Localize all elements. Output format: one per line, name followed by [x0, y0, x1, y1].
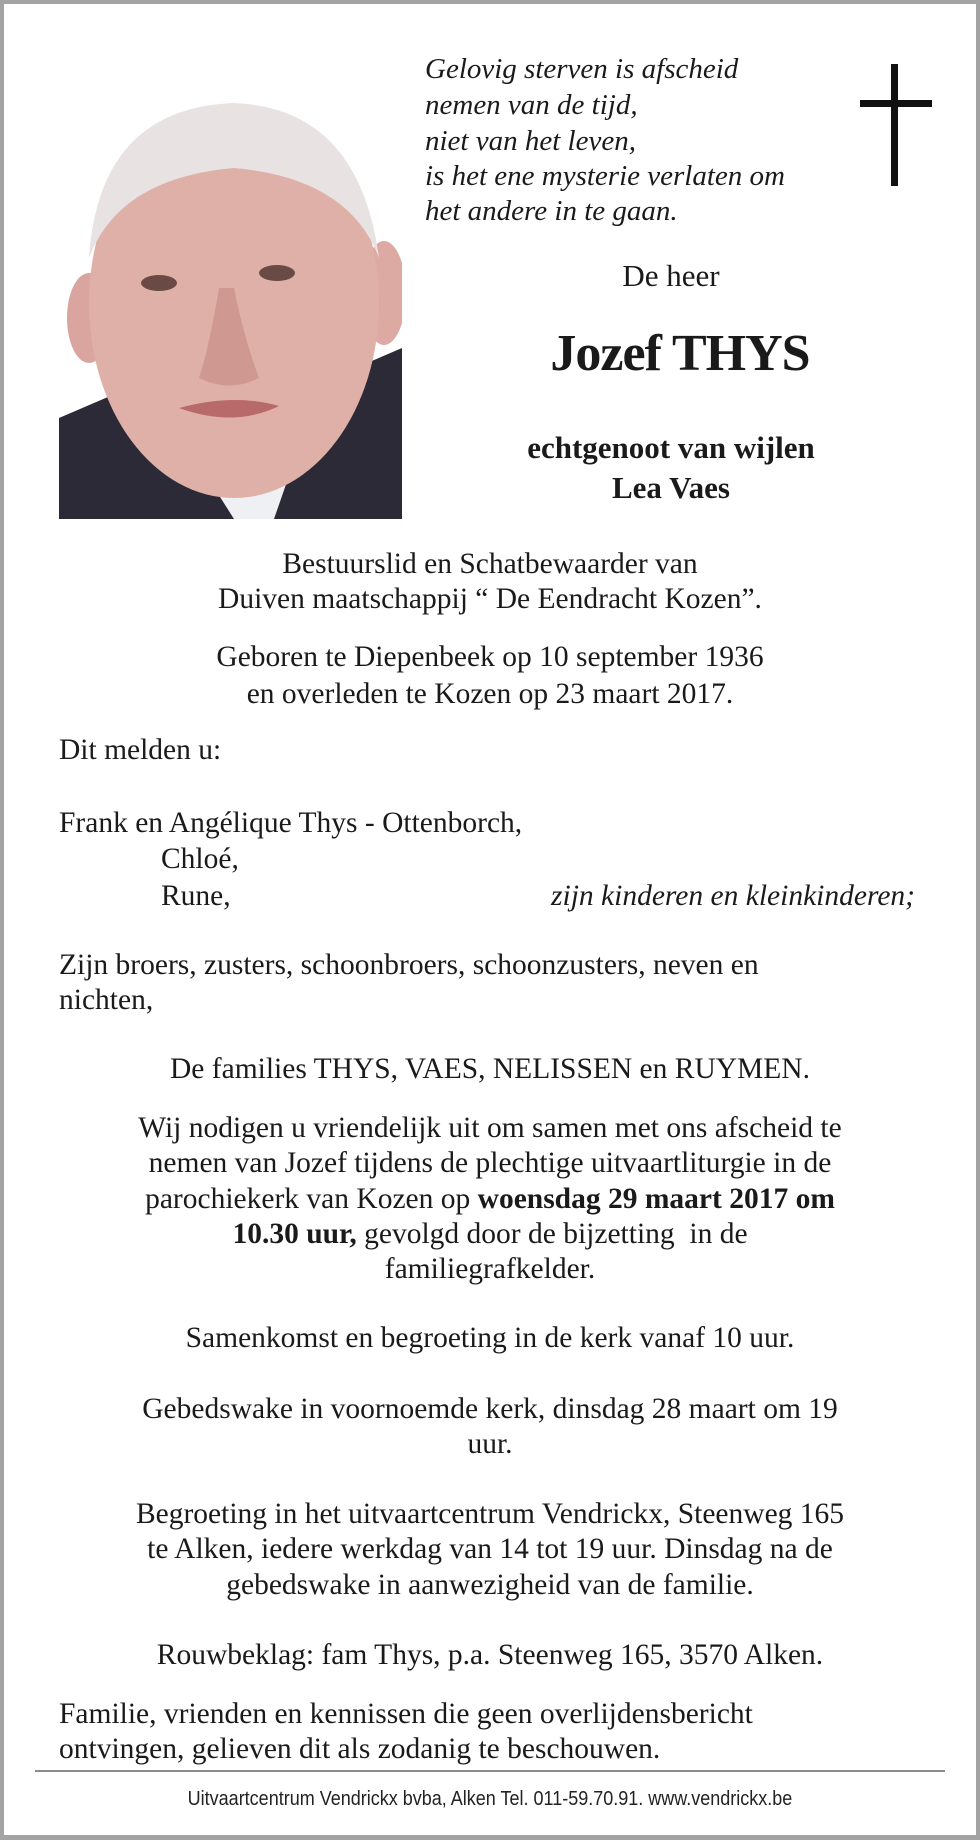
closing-line: ontvingen, gelieven dit als zodanig te beschouwen. — [59, 1733, 661, 1765]
invitation-line — [0, 1220, 980, 1250]
siblings-line: nichten, — [59, 984, 154, 1016]
invitation-text: parochiekerk van Kozen op — [145, 1183, 478, 1215]
spouse-name: Lea Vaes — [612, 470, 730, 505]
spouse-line: echtgenoot van wijlen — [527, 430, 815, 465]
invitation-text: gevolgd door de bijzetting in de — [356, 1218, 748, 1250]
role-line: Bestuurslid en Schatbewaarder van — [282, 548, 698, 580]
poem-line: het andere in te gaan. — [425, 195, 678, 227]
portrait-photo — [59, 88, 402, 519]
visitation-line: gebedswake in aanwezigheid van de familie. — [226, 1569, 754, 1601]
gathering-text: Samenkomst en begroeting in de kerk vanaf 10 uur. — [185, 1322, 795, 1354]
invitation-line: familiegrafkelder. — [384, 1253, 596, 1285]
vigil-line: uur. — [467, 1428, 513, 1460]
closing-line: Familie, vrienden en kennissen die geen overlijdensbericht — [59, 1698, 753, 1730]
poem-line: is het ene mysterie verlaten om — [425, 160, 785, 192]
vigil-line: Gebedswake in voornoemde kerk, dinsdag 28 maart om 19 — [142, 1393, 838, 1425]
funeral-time: 10.30 uur, — [232, 1218, 357, 1250]
honorific: De heer — [622, 258, 720, 293]
invitation-line — [0, 1185, 980, 1215]
poem-line: niet van het leven, — [425, 125, 636, 157]
visitation-line: Begroeting in het uitvaartcentrum Vendrickx, Steenweg 165 — [135, 1498, 845, 1530]
children-line: Frank en Angélique Thys - Ottenborch, — [59, 807, 523, 839]
families-line: De families THYS, VAES, NELISSEN en RUYMEN. — [170, 1053, 810, 1085]
grandchild-line: Rune, — [161, 880, 231, 912]
relation-label: zijn kinderen en kleinkinderen; — [551, 880, 915, 912]
invitation-line: nemen van Jozef tijdens de plechtige uitvaartliturgie in de — [148, 1147, 832, 1179]
visitation-line: te Alken, iedere werkdag van 14 tot 19 uur. Dinsdag na de — [147, 1533, 833, 1565]
deceased-name: Jozef THYS — [550, 325, 810, 382]
invitation-line: Wij nodigen u vriendelijk uit om samen met ons afscheid te — [138, 1112, 842, 1144]
announce-text: Dit melden u: — [59, 734, 222, 766]
poem-line: nemen van de tijd, — [425, 89, 638, 121]
poem-line: Gelovig sterven is afscheid — [425, 53, 739, 85]
condolences-address: Rouwbeklag: fam Thys, p.a. Steenweg 165, 3570 Alken. — [156, 1639, 824, 1671]
grandchild-line: Chloé, — [161, 843, 239, 875]
cross-icon — [860, 64, 932, 186]
funeral-date: woensdag 29 maart 2017 om — [477, 1183, 835, 1215]
footer-divider — [35, 1770, 945, 1772]
role-line: Duiven maatschappij “ De Eendracht Kozen”. — [218, 583, 762, 615]
birth-line: Geboren te Diepenbeek op 10 september 1936 — [216, 641, 764, 673]
siblings-line: Zijn broers, zusters, schoonbroers, schoonzusters, neven en — [59, 949, 759, 981]
funeral-home-footer: Uitvaartcentrum Vendrickx bvba, Alken Tel. 011-59.70.91. www.vendrickx.be — [187, 1788, 793, 1810]
death-line: en overleden te Kozen op 23 maart 2017. — [246, 678, 734, 710]
